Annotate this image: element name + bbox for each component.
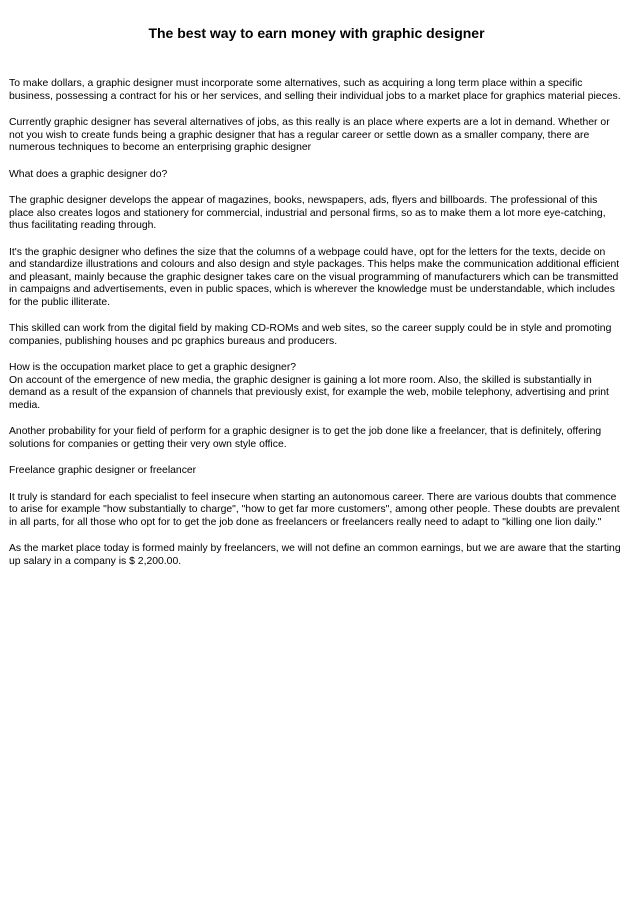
paragraph-digital-field: This skilled can work from the digital field by making CD-ROMs and web sites, so the career supply could be in style and promoting companies, publishing houses and pc graphics bureaus and producers. — [9, 323, 612, 347]
document-title: The best way to earn money with graphic designer — [148, 25, 485, 41]
paragraph-develops-appearance: The graphic designer develops the appear of magazines, books, newspapers, ads, flyers and billboards. The professional of this place also creates logos and stationery for commercial, industrial and personal firms, so as to make them a lot more eye-catching, thus facilitating reading through. — [9, 195, 606, 231]
paragraph-job-alternatives: Currently graphic designer has several alternatives of jobs, as this really is an place where experts are a lot in demand. Whether or not you wish to create funds being a graphic designer that has a regular career or settle down as a smaller company, there are numerous techniques to become an enterprising graphic designer — [9, 117, 610, 153]
question-what-does-designer-do: What does a graphic designer do? — [9, 168, 168, 180]
paragraph-autonomous-career: It truly is standard for each specialist to feel insecure when starting an autonomous career. There are various doubts that commence to arise for example "how substantially to charge", "how to get far more customers", among other people. These doubts are prevalent in all parts, for all those who opt for to get the job done as freelancers or freelancers really need to adapt to "killing one lion daily." — [9, 491, 620, 528]
paragraph-starting-salary: As the market place today is formed mainly by freelancers, we will not define an common earnings, but we are aware that the starting up salary in a company is $ 2,200.00. — [9, 543, 621, 567]
heading-freelance-designer: Freelance graphic designer or freelancer — [9, 465, 197, 476]
paragraph-occupation-market: How is the occupation market place to get a graphic designer? On account of the emergence of new media, the graphic designer is gaining a lot more room. Also, the skilled is substantially in demand as a result of the expansion of channels that previously exist, for example the web, mobile telephony, advertising and print media. — [9, 362, 609, 411]
paragraph-make-dollars: To make dollars, a graphic designer must incorporate some alternatives, such as acquiring a long term place within a specific business, possessing a contract for his or her services, and selling their individual jobs to a market place for graphics material pieces. — [9, 78, 621, 102]
paragraph-freelancer-probability: Another probability for your field of perform for a graphic designer is to get the job done like a freelancer, that is definitely, offering solutions for companies or getting their very own style office. — [9, 426, 602, 450]
paragraph-defines-columns: It's the graphic designer who defines the size that the columns of a webpage could have, opt for the letters for the texts, decide on and standardize illustrations and colours and also design and style packages. This helps make the communication additional efficient and pleasant, mainly because the graphic designer takes care on the visual programming of manufacturers which can be transmitted in campaigns and advertisements, even in public spaces, which is wherever the knowledge must be understandable, which includes for the public illiterate. — [9, 246, 620, 308]
